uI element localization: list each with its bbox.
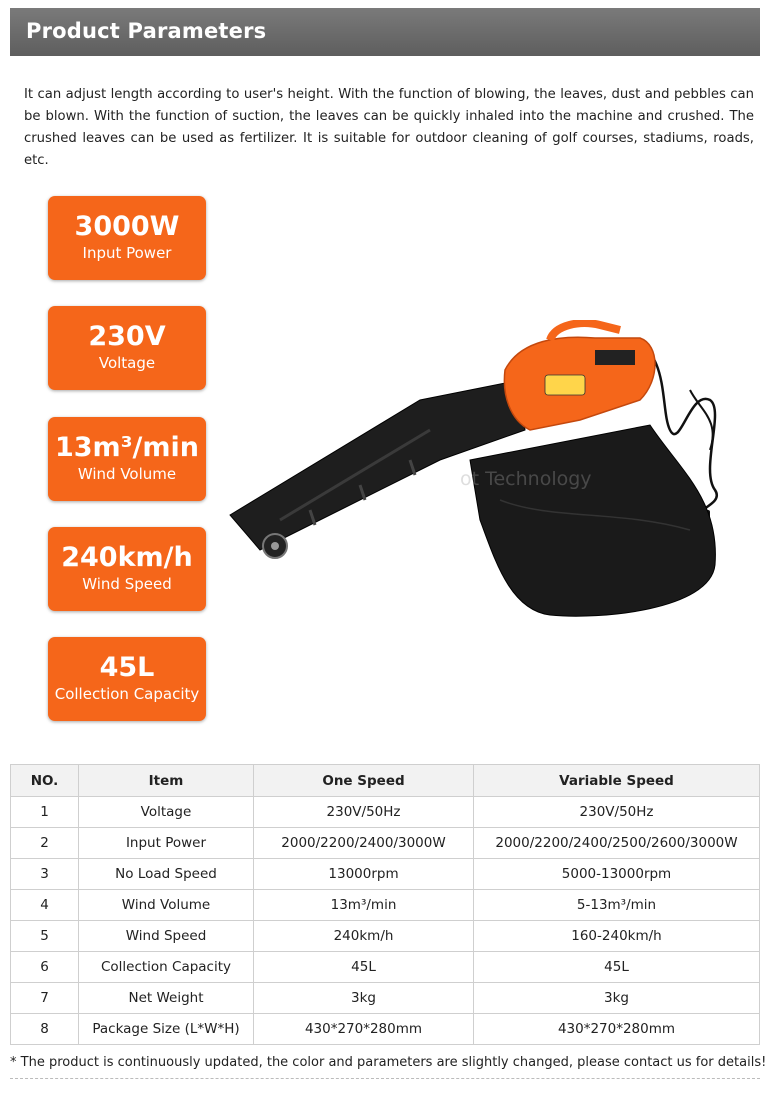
table-cell: Voltage — [79, 797, 254, 828]
column-header: Variable Speed — [474, 765, 760, 797]
table-row — [11, 952, 760, 983]
watermark-text: ot Technology — [460, 468, 592, 490]
table-cell: 1 — [11, 797, 79, 828]
table-row — [11, 859, 760, 890]
table-cell: 13000rpm — [254, 859, 474, 890]
badge-value: 240km/h — [61, 542, 193, 573]
table-cell: 45L — [474, 952, 760, 983]
spec-badge-voltage — [48, 306, 206, 390]
table-cell: 45L — [254, 952, 474, 983]
table-cell: 2 — [11, 828, 79, 859]
column-header: Item — [79, 765, 254, 797]
table-cell: Net Weight — [79, 983, 254, 1014]
badge-value: 230V — [88, 321, 166, 352]
table-row — [11, 828, 760, 859]
table-header-row — [11, 765, 760, 797]
section-header — [10, 8, 760, 56]
table-cell: 3kg — [254, 983, 474, 1014]
spec-table — [10, 764, 760, 1045]
table-cell: 13m³/min — [254, 890, 474, 921]
table-cell: Wind Volume — [79, 890, 254, 921]
table-cell: Input Power — [79, 828, 254, 859]
column-header: One Speed — [254, 765, 474, 797]
section-title: Product Parameters — [26, 19, 267, 43]
table-cell: 5000-13000rpm — [474, 859, 760, 890]
table-row — [11, 890, 760, 921]
table-row — [11, 797, 760, 828]
badge-value: 45L — [99, 652, 155, 683]
badge-label: Collection Capacity — [54, 685, 200, 703]
column-header: NO. — [11, 765, 79, 797]
table-cell: No Load Speed — [79, 859, 254, 890]
table-cell: 230V/50Hz — [254, 797, 474, 828]
table-cell: 230V/50Hz — [474, 797, 760, 828]
table-row — [11, 1014, 760, 1045]
spec-badge-input-power — [48, 196, 206, 280]
spec-badge-wind-speed — [48, 527, 206, 611]
table-cell: 5-13m³/min — [474, 890, 760, 921]
table-cell: 8 — [11, 1014, 79, 1045]
spec-badge-collection-capacity — [48, 637, 206, 721]
table-cell: 2000/2200/2400/3000W — [254, 828, 474, 859]
table-cell: 3 — [11, 859, 79, 890]
table-cell: 160-240km/h — [474, 921, 760, 952]
table-cell: 3kg — [474, 983, 760, 1014]
table-cell: 430*270*280mm — [474, 1014, 760, 1045]
footnote: * The product is continuously updated, the color and parameters are slightly changed, please contact us for details! — [10, 1055, 767, 1070]
badge-label: Wind Speed — [82, 575, 172, 593]
dashed-divider — [10, 1078, 760, 1079]
table-cell: Wind Speed — [79, 921, 254, 952]
product-description: It can adjust length according to user's height. With the function of blowing, the leaves, dust and pebbles can be blown. With the function of suction, the leaves can be quickly inhaled into the machine and crushed. The crushed leaves can be used as fertilizer. It is suitable for outdoor cleaning of golf courses, stadiums, roads, etc. — [24, 87, 754, 168]
badge-label: Wind Volume — [77, 465, 177, 483]
table-row — [11, 983, 760, 1014]
table-cell: 240km/h — [254, 921, 474, 952]
table-cell: 430*270*280mm — [254, 1014, 474, 1045]
table-cell: 7 — [11, 983, 79, 1014]
badge-label: Voltage — [98, 354, 156, 372]
badge-value: 13m³/min — [54, 432, 199, 463]
table-cell: 6 — [11, 952, 79, 983]
badge-value: 3000W — [74, 211, 180, 242]
table-cell: 2000/2200/2400/2500/2600/3000W — [474, 828, 760, 859]
spec-badge-wind-volume — [48, 417, 206, 501]
table-cell: Collection Capacity — [79, 952, 254, 983]
table-row — [11, 921, 760, 952]
table-cell: 4 — [11, 890, 79, 921]
table-cell: Package Size (L*W*H) — [79, 1014, 254, 1045]
badge-label: Input Power — [82, 244, 172, 262]
table-cell: 5 — [11, 921, 79, 952]
